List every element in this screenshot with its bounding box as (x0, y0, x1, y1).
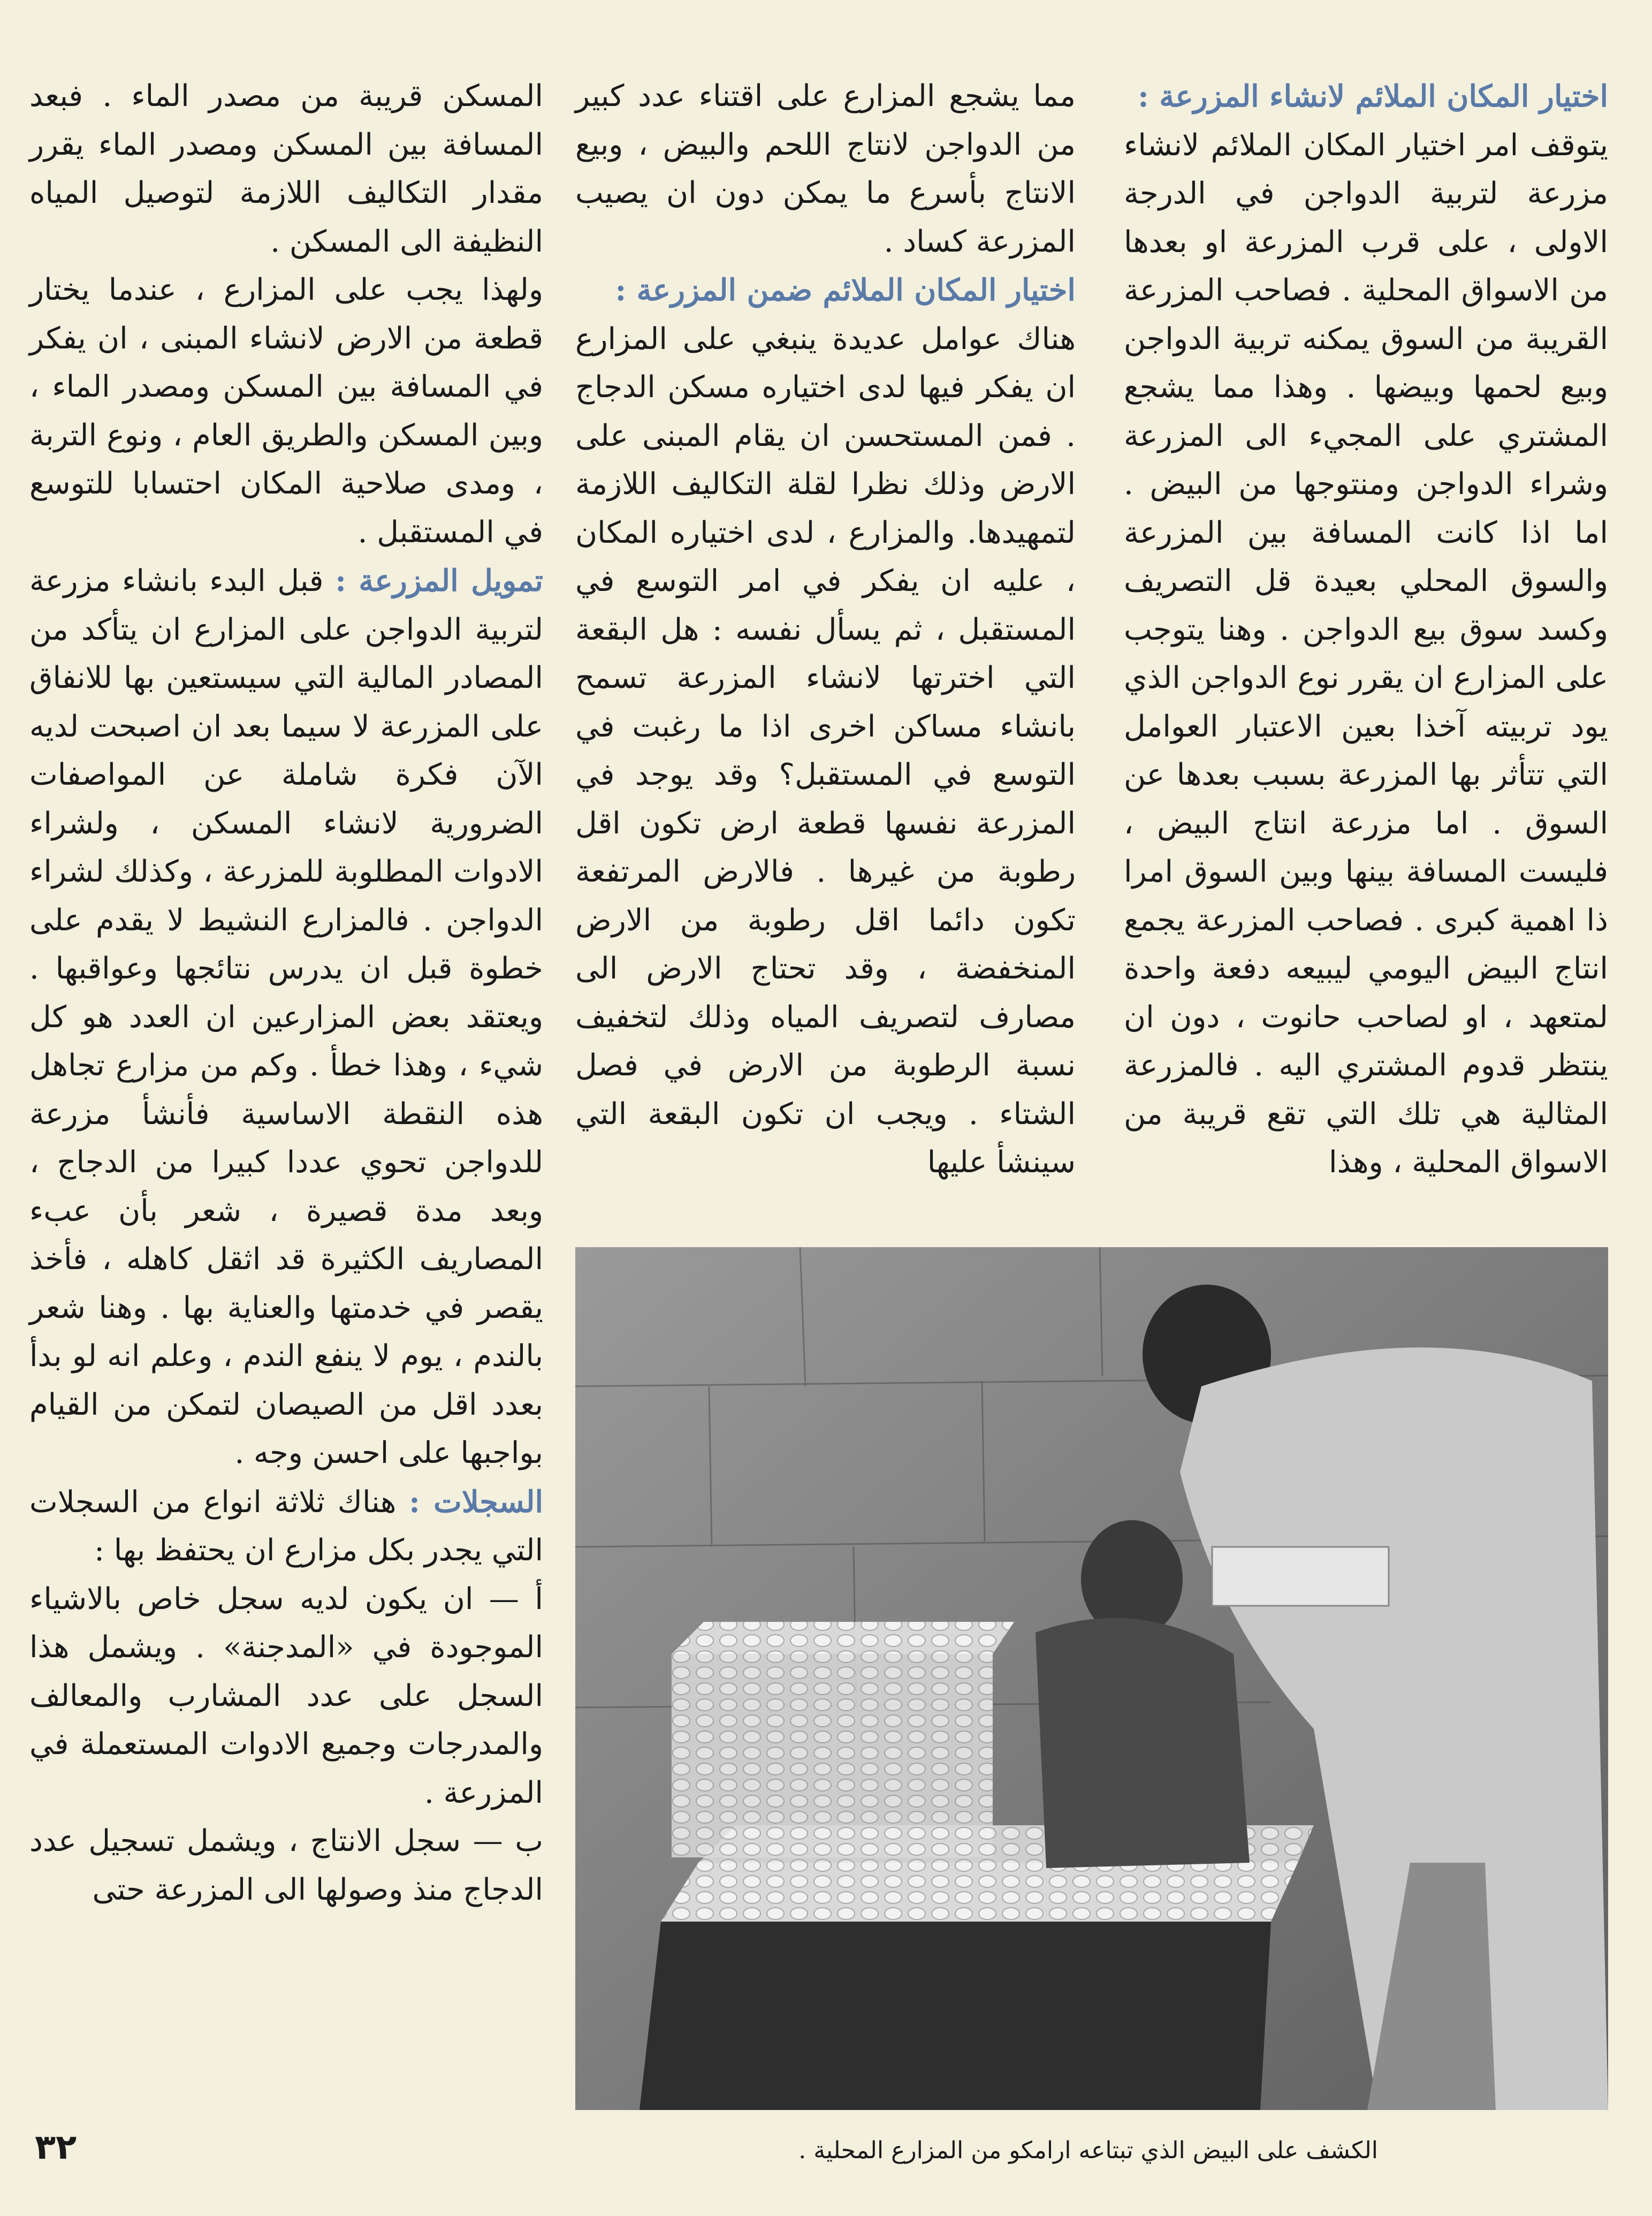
egg-carton (1212, 1547, 1389, 1606)
text-column-middle (575, 72, 1076, 1187)
page-number: ٣٢ (35, 2128, 77, 2167)
paragraph: ولهذا يجب على المزارع ، عندما يختار قطعة من الارض لانشاء المبنى ، ان يفكر في المسافة بين المسكن ومصدر الماء ، وبين المسكن والطريق العام ، ونوع التربة ، ومدى صلاحية المكان احتسابا للتوسع في المستقبل . (29, 272, 543, 550)
paragraph: هناك عوامل عديدة ينبغي على المزارع ان يفكر فيها لدى اختياره مسكن الدجاج . فمن المستحسن ان يقام المبنى على الارض وذلك نظرا لقلة التكاليف اللازمة لتمهيدها. والمزارع ، لدى اختياره المكان ، عليه ان يفكر في امر التوسع في المستقبل ، ثم يسأل نفسه : هل البقعة التي اخترتها لانشاء المزرعة تسمح بانشاء مساكن اخرى اذا ما رغبت في التوسع في المستقبل؟ وقد يوجد في المزرعة نفسها قطعة ارض تكون اقل رطوبة من غيرها . فالارض المرتفعة تكون دائما اقل رطوبة من الارض المنخفضة ، وقد تحتاج الارض الى مصارف لتصريف المياه وذلك لتخفيف نسبة الرطوبة من الارض في فصل الشتاء . ويجب ان تكون البقعة التي سينشأ عليها (575, 321, 1076, 1180)
list-item: أ — ان يكون لديه سجل خاص بالاشياء الموجودة في «المدجنة» . ويشمل هذا السجل على عدد المشارب والمعالف والمدرجات وجميع الادوات المستعملة في المزرعة . (29, 1581, 543, 1810)
section-heading-site: اختيار المكان الملائم ضمن المزرعة : (615, 272, 1076, 308)
paragraph: هناك ثلاثة انواع من السجلات التي يجدر بكل مزارع ان يحتفظ بها : (29, 1484, 543, 1568)
paragraph: المسكن قريبة من مصدر الماء . فبعد المسافة بين المسكن ومصدر الماء يقرر مقدار التكاليف اللازمة لتوصيل المياه النظيفة الى المسكن . (29, 79, 543, 259)
wooden-crate (640, 1922, 1271, 2110)
section-heading-location: اختيار المكان الملائم لانشاء المزرعة : (1138, 79, 1608, 114)
text-column-left (29, 72, 543, 1914)
photo-egg-inspection (575, 1247, 1608, 2110)
paragraph: يتوقف امر اختيار المكان الملائم لانشاء مزرعة لتربية الدواجن في الدرجة الاولى ، على قرب المزرعة او بعدها من الاسواق المحلية . فصاحب المزرعة القريبة من السوق يمكنه تربية الدواجن وبيع لحمها وبيضها . وهذا مما يشجع المشتري على المجيء الى المزرعة وشراء الدواجن ومنتوجها من البيض . اما اذا كانت المسافة بين المزرعة والسوق المحلي بعيدة قل التصريف وكسد سوق بيع الدواجن . وهنا يتوجب على المزارع ان يقرر نوع الدواجن الذي يود تربيته آخذا بعين الاعتبار العوامل التي تتأثر بها المزرعة بسبب بعدها عن السوق . اما مزرعة انتاج البيض ، فليست المسافة بينها وبين السوق امرا ذا اهمية كبرى . فصاحب المزرعة يجمع انتاج البيض اليومي ليبيعه دفعة واحدة لمتعهد ، او لصاحب حانوت ، دون ان ينتظر قدوم المشتري اليه . فالمزرعة المثالية هي تلك التي تقع قريبة من الاسواق المحلية ، وهذا (1124, 127, 1608, 1180)
paragraph: مما يشجع المزارع على اقتناء عدد كبير من الدواجن لانتاج اللحم والبيض ، وبيع الانتاج بأسرع ما يمكن دون ان يصيب المزرعة كساد . (575, 79, 1076, 259)
photo-illustration (575, 1247, 1608, 2110)
section-heading-records: السجلات : (409, 1484, 543, 1520)
text-column-right (1124, 72, 1608, 1187)
paragraph: قبل البدء بانشاء مزرعة لتربية الدواجن على المزارع ان يتأكد من المصادر المالية التي سيستعين بها للانفاق على المزرعة لا سيما بعد ان اصبحت لديه الآن فكرة شاملة عن المواصفات الضرورية لانشاء المسكن ، ولشراء الادوات المطلوبة للمزرعة ، وكذلك لشراء الدواجن . فالمزارع النشيط لا يقدم على خطوة قبل ان يدرس نتائجها وعواقبها . ويعتقد بعض المزارعين ان العدد هو كل شيء ، وهذا خطأ . وكم من مزارع تجاهل هذه النقطة الاساسية فأنشأ مزرعة للدواجن تحوي عددا كبيرا من الدجاج ، وبعد مدة قصيرة ، شعر بأن عبء المصاريف الكثيرة قد اثقل كاهله ، فأخذ يقصر في خدمتها والعناية بها . وهنا شعر بالندم ، يوم لا ينفع الندم ، وعلم انه لو بدأ بعدد اقل من الصيصان لتمكن من القيام بواجبها على احسن وجه . (29, 564, 544, 1470)
list-item: ب — سجل الانتاج ، ويشمل تسجيل عدد الدجاج منذ وصولها الى المزرعة حتى (29, 1824, 543, 1907)
egg-trays-stack (672, 1622, 1014, 1654)
egg-trays-front (661, 1863, 1298, 1922)
section-heading-financing: تمويل المزرعة : (335, 563, 543, 598)
photo-caption: الكشف على البيض الذي تبتاعه ارامكو من المزارع المحلية . (798, 2137, 1378, 2164)
